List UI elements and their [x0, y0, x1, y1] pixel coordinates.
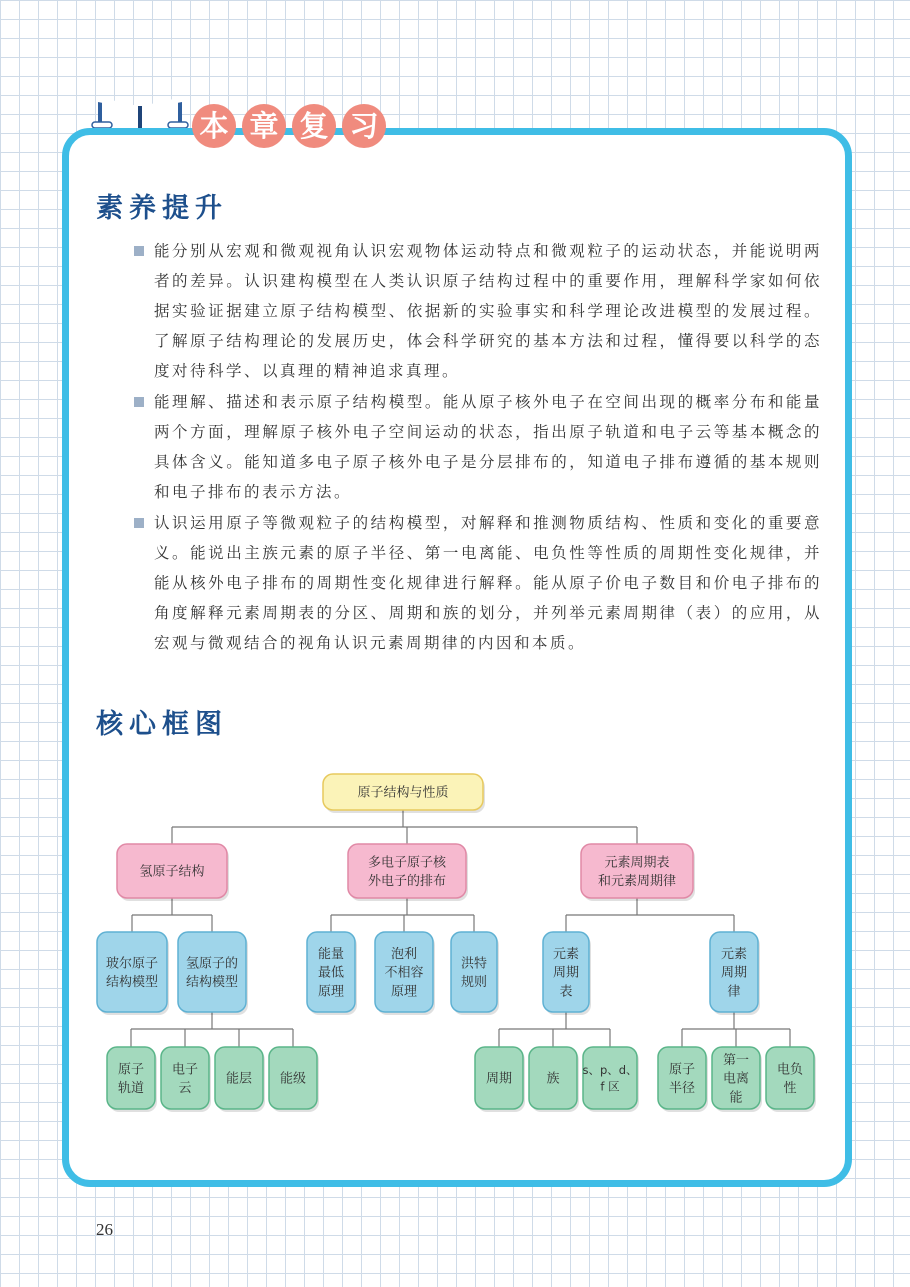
node-label: 氢原子结构 — [139, 864, 205, 880]
node-box — [178, 932, 246, 1012]
node-label: 和元素周期律 — [597, 874, 677, 890]
diagram-level3-node — [475, 1047, 525, 1112]
node-box — [107, 1047, 155, 1109]
section-heading-core-diagram: 核心框图 — [96, 709, 228, 740]
node-label: f 区 — [600, 1079, 620, 1094]
page-number: 26 — [96, 1220, 113, 1239]
node-label: 电离 — [722, 1071, 750, 1087]
diagram-level1-node — [581, 844, 695, 901]
node-label: 泡利 — [390, 946, 418, 962]
diagram-level3-node — [712, 1047, 762, 1112]
node-label: 玻尔原子 — [105, 956, 159, 972]
node-box — [583, 1047, 637, 1109]
diagram-level2-node — [178, 932, 248, 1015]
node-label: 电负 — [776, 1062, 804, 1078]
node-box — [97, 932, 167, 1012]
node-label: 结构模型 — [185, 975, 239, 991]
title-char: 复 — [292, 104, 336, 148]
diagram-level1-node — [117, 844, 229, 901]
node-label: 律 — [727, 984, 741, 1000]
node-box — [451, 932, 497, 1012]
diagram-level3-node — [161, 1047, 211, 1112]
diagram-root-node — [323, 774, 485, 813]
node-label: 轨道 — [117, 1081, 145, 1097]
section-heading-literacy: 素养提升 — [96, 193, 228, 224]
diagram-level1-node — [348, 844, 468, 901]
diagram-level3-node — [766, 1047, 816, 1112]
paragraph-text: 能理解、描述和表示原子结构模型。能从原子核外电子在空间出现的概率分布和能量两个方面，理解原子核外电子空间运动的状态，指出原子轨道和电子云等基本概念的具体含义。能知道多电子原子核外电子是分层排布的，知道电子排布遵循的基本规则和电子排布的表示方法。 — [154, 393, 822, 501]
diagram-level3-node — [582, 1047, 639, 1112]
node-label: 原理 — [317, 984, 345, 1000]
node-label: 能 — [729, 1090, 743, 1106]
diagram-level3-node — [107, 1047, 157, 1112]
node-label: 周期 — [485, 1071, 513, 1087]
node-label: 云 — [178, 1081, 192, 1097]
node-label: 能级 — [279, 1071, 307, 1087]
diagram-level2-node — [710, 932, 760, 1015]
node-box — [161, 1047, 209, 1109]
node-label: 结构模型 — [105, 975, 159, 991]
diagram-level2-node — [307, 932, 357, 1015]
diagram-level3-node — [269, 1047, 319, 1112]
node-label: 半径 — [668, 1081, 696, 1097]
node-label: 能层 — [225, 1071, 253, 1087]
node-box — [581, 844, 693, 898]
node-label: 族 — [546, 1071, 560, 1087]
node-label: 能量 — [317, 946, 345, 962]
node-box — [658, 1047, 706, 1109]
node-label: s、p、d、 — [582, 1062, 638, 1077]
node-label: 原子结构与性质 — [357, 785, 449, 801]
node-label: 不相容 — [384, 965, 424, 981]
node-box — [348, 844, 466, 898]
node-label: 规则 — [460, 975, 488, 991]
diagram-level2-node — [97, 932, 169, 1015]
node-label: 表 — [559, 984, 573, 1000]
node-label: 氢原子的 — [185, 956, 239, 972]
node-label: 元素周期表 — [604, 855, 670, 871]
node-label: 元素 — [720, 946, 748, 962]
node-label: 周期 — [552, 965, 580, 981]
node-label: 性 — [783, 1081, 797, 1097]
node-label: 原理 — [390, 984, 418, 1000]
node-label: 多电子原子核 — [367, 855, 447, 871]
diagram-level3-node — [215, 1047, 265, 1112]
title-char: 本 — [192, 104, 236, 148]
diagram-level3-node — [658, 1047, 708, 1112]
title-char: 章 — [242, 104, 286, 148]
node-label: 元素 — [552, 946, 580, 962]
node-label: 外电子的排布 — [367, 874, 447, 890]
node-label: 最低 — [317, 965, 345, 981]
title-char: 习 — [342, 104, 386, 148]
paragraph-text: 能分别从宏观和微观视角认识宏观物体运动特点和微观粒子的运动状态，并能说明两者的差异。认识建构模型在人类认识原子结构过程中的重要作用，理解科学家如何依据实验证据建立原子结构模型、依据新的实验事实和科学理论改进模型的发展过程。了解原子结构理论的发展历史，体会科学研究的基本方法和过程，懂得要以科学的态度对待科学、以真理的精神追求真理。 — [154, 242, 822, 380]
diagram-level2-node — [543, 932, 591, 1015]
node-label: 电子 — [171, 1062, 199, 1078]
node-label: 原子 — [117, 1062, 145, 1078]
diagram-level2-node — [375, 932, 435, 1015]
node-label: 第一 — [722, 1052, 750, 1068]
node-box — [766, 1047, 814, 1109]
node-label: 原子 — [668, 1062, 696, 1078]
diagram-level3-node — [529, 1047, 579, 1112]
node-label: 洪特 — [460, 956, 488, 972]
node-label: 周期 — [720, 965, 748, 981]
paragraph-text: 认识运用原子等微观粒子的结构模型，对解释和推测物质结构、性质和变化的重要意义。能说出主族元素的原子半径、第一电离能、电负性等性质的周期性变化规律，并能从核外电子排布的周期性变化规律进行解释。能从原子价电子数目和价电子排布的角度解释元素周期表的分区、周期和族的划分，并列举元素周期律（表）的应用，从宏观与微观结合的视角认识元素周期律的内因和本质。 — [154, 514, 822, 652]
diagram-level2-node — [451, 932, 499, 1015]
